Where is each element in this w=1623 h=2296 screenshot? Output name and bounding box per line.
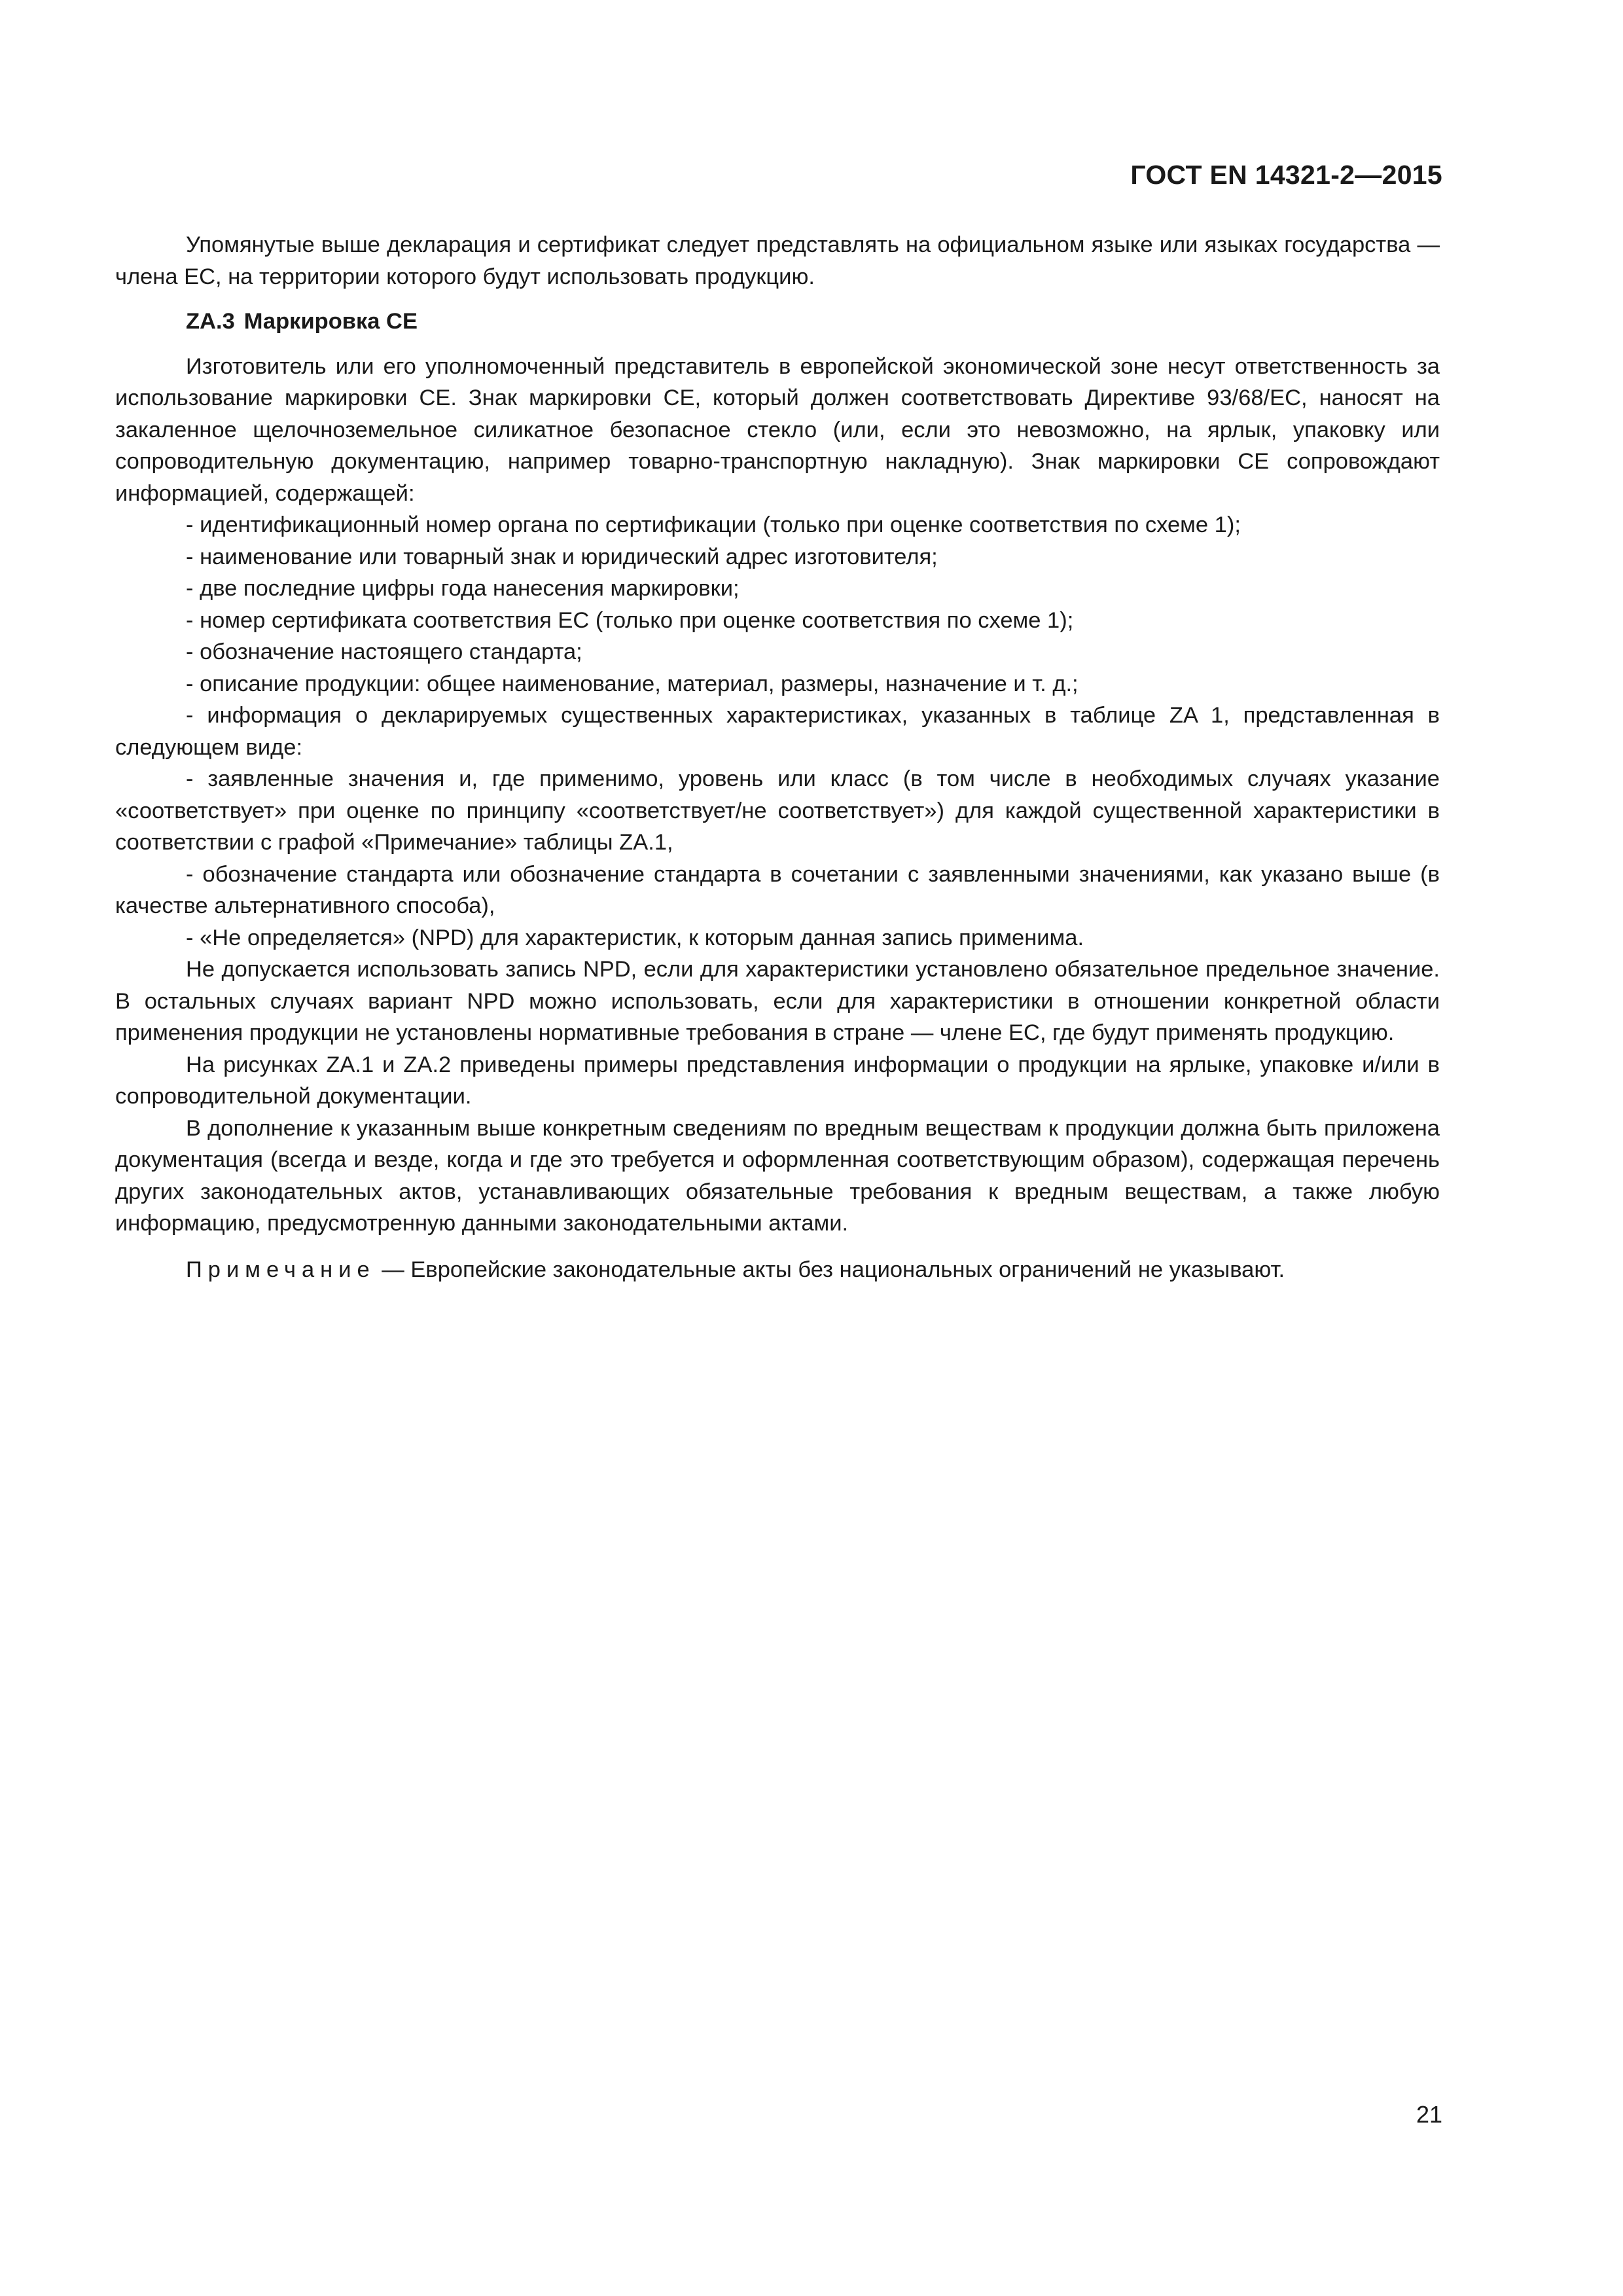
sub-list-item: - заявленные значения и, где применимо, уровень или класс (в том числе в необходимых случаях указание «соответствует» при оценке по принципу «соответствует/не соответствует») для каждой существенной характеристики в соответствии с графой «Примечание» таблицы ZA.1, xyxy=(115,766,1440,855)
list-item: - описание продукции: общее наименование, материал, размеры, назначение и т. д.; xyxy=(186,671,1079,696)
list-item: - две последние цифры года нанесения маркировки; xyxy=(186,576,740,601)
section-heading xyxy=(115,306,1440,338)
document-code-header: ГОСТ EN 14321-2—2015 xyxy=(1130,160,1442,190)
body-paragraph: Не допускается использовать запись NPD, если для характеристики установлено обязательное предельное значение. В остальных случаях вариант NPD можно использовать, если для характеристики в отношении конкретной области применения продукции не установлены нормативные требования в стране — члене ЕС, где будут применять продукцию. xyxy=(115,957,1440,1045)
body-paragraph: Изготовитель или его уполномоченный представитель в европейской экономической зоне несут ответственность за использование маркировки CE. Знак маркировки CE, который должен соответствовать Директиве 93/68/EC, наносят на закаленное щелочноземельное силикатное безопасное стекло (или, если это невозможно, на ярлык, упаковку или сопроводительную документацию, например товарно-транспортную накладную). Знак маркировки CE сопровождают информацией, содержащей: xyxy=(115,353,1440,506)
list-item: - идентификационный номер органа по сертификации (только при оценке соответствия по схеме 1); xyxy=(186,512,1241,537)
list-item: - номер сертификата соответствия ЕС (только при оценке соответствия по схеме 1); xyxy=(186,607,1074,633)
section-number: ZA.3 xyxy=(186,309,235,334)
list-item: - обозначение настоящего стандарта; xyxy=(186,639,582,664)
page-number: 21 xyxy=(1416,2101,1442,2128)
sub-list-item: - обозначение стандарта или обозначение стандарта в сочетании с заявленными значениями, как указано выше (в качестве альтернативного способа), xyxy=(115,861,1440,918)
note-text: — Европейские законодательные акты без национальных ограничений не указывают. xyxy=(382,1257,1285,1282)
list-item: - информация о декларируемых существенных характеристиках, указанных в таблице ZA 1, представленная в следующем виде: xyxy=(115,703,1440,760)
body-paragraph: В дополнение к указанным выше конкретным сведениям по вредным веществам к продукции должна быть приложена документация (всегда и везде, когда и где это требуется и оформленная соответствующим образом), содержащая перечень других законодательных актов, устанавливающих обязательные требования к вредным веществам, а также любую информацию, предусмотренную данными законодательными актами. xyxy=(115,1115,1440,1236)
body-paragraph: На рисунках ZA.1 и ZA.2 приведены примеры представления информации о продукции на ярлыке, упаковке и/или в сопроводительной документации. xyxy=(115,1052,1440,1109)
intro-paragraph: Упомянутые выше декларация и сертификат следует представлять на официальном языке или языках государства — члена ЕС, на территории которого будут использовать продукцию. xyxy=(115,232,1440,289)
list-item: - наименование или товарный знак и юридический адрес изготовителя; xyxy=(186,544,938,569)
note-label: Примечание xyxy=(186,1257,376,1282)
document-body xyxy=(115,229,1440,1285)
section-title: Маркировка CE xyxy=(243,309,418,334)
note-paragraph xyxy=(115,1254,1440,1286)
sub-list-item: - «Не определяется» (NPD) для характеристик, к которым данная запись применима. xyxy=(186,925,1084,950)
